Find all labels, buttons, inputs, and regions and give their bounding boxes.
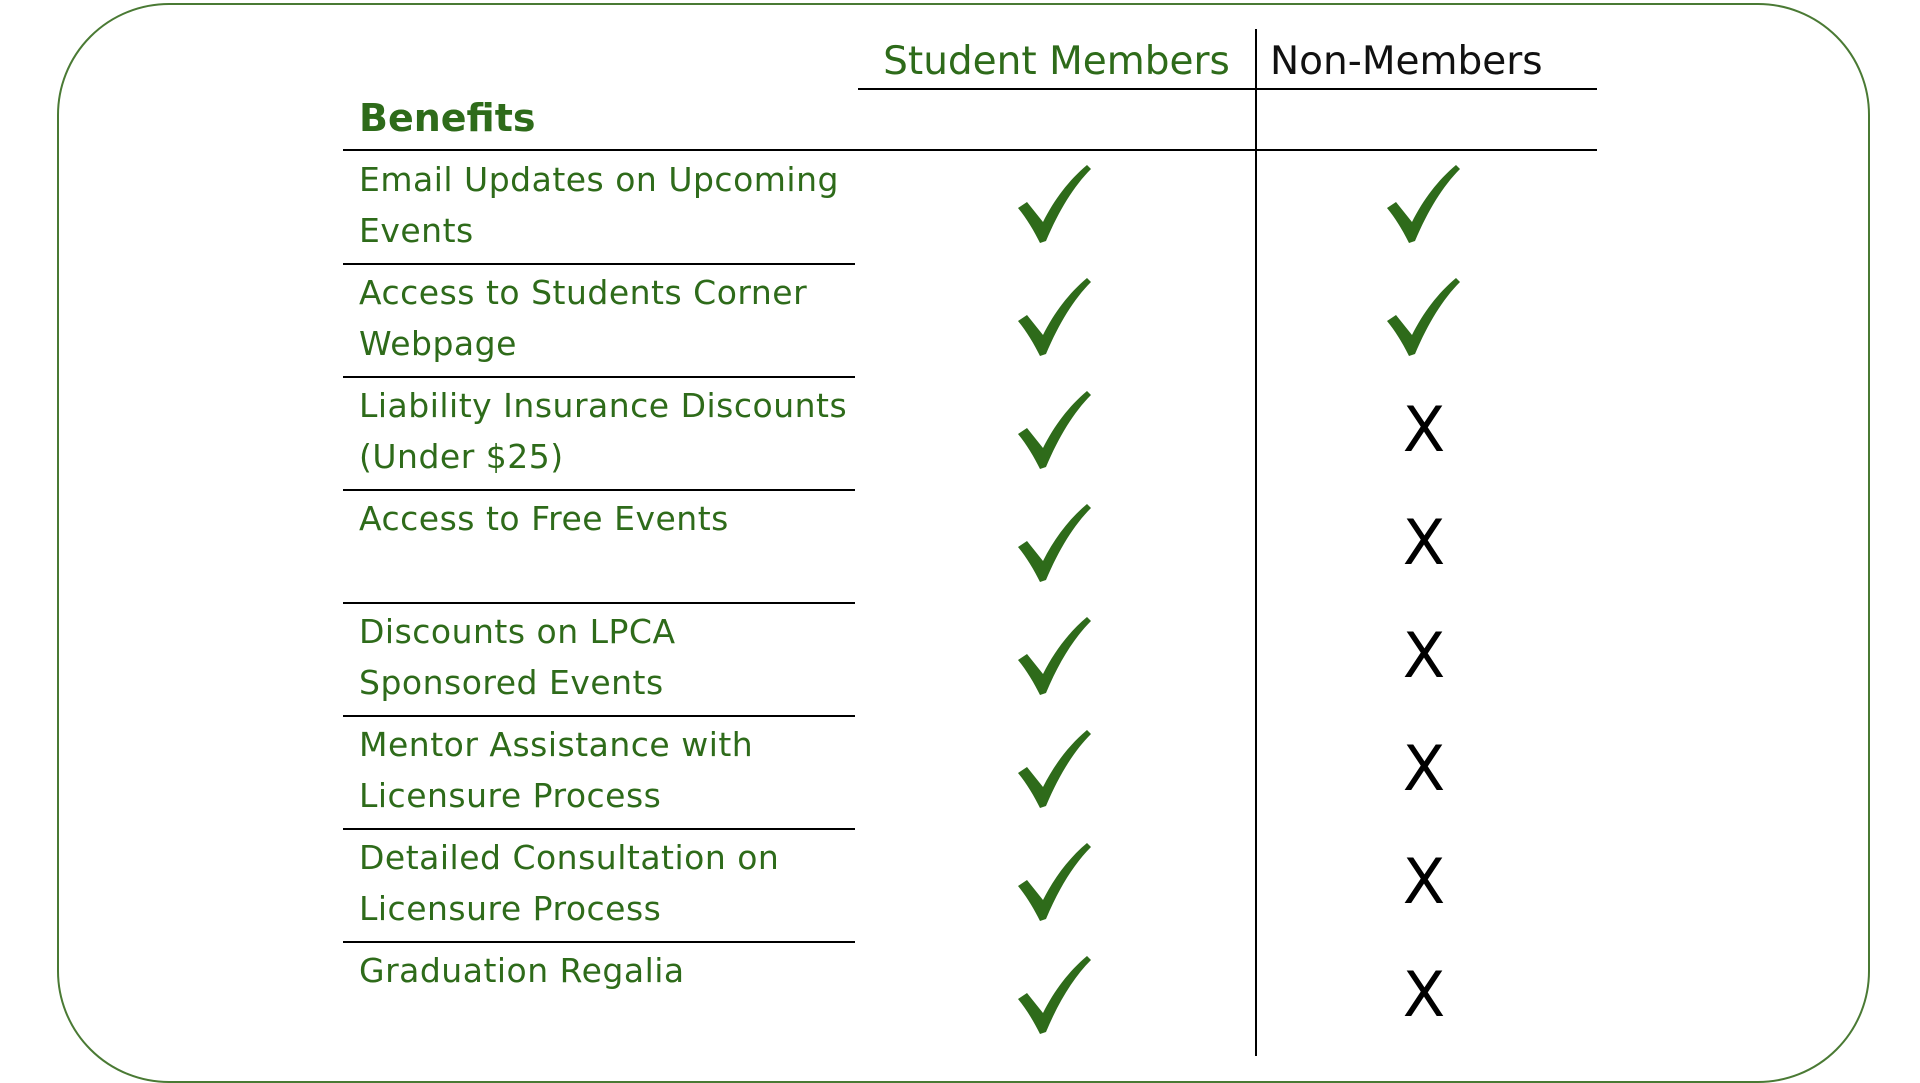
checkmark-icon	[1010, 498, 1100, 588]
checkmark-icon	[1010, 159, 1100, 249]
benefit-label: Email Updates on Upcoming Events	[359, 160, 839, 250]
benefit-label: Detailed Consultation on Licensure Process	[359, 838, 780, 928]
x-mark: X	[1402, 845, 1446, 918]
benefit-label: Liability Insurance Discounts (Under $25)	[359, 386, 848, 476]
x-mark: X	[1402, 506, 1446, 579]
row-divider	[343, 715, 855, 717]
row-divider	[343, 376, 855, 378]
benefit-label: Discounts on LPCA Sponsored Events	[359, 612, 676, 702]
benefits-card	[57, 3, 1870, 1083]
row-divider	[343, 828, 855, 830]
x-mark: X	[1402, 958, 1446, 1031]
heading-rule	[343, 149, 1597, 151]
benefits-heading: Benefits	[359, 96, 536, 140]
benefit-label: Access to Students Corner Webpage	[359, 273, 808, 363]
header-underline	[858, 88, 1597, 90]
checkmark-icon	[1010, 611, 1100, 701]
x-mark: X	[1402, 619, 1446, 692]
checkmark-icon	[1010, 385, 1100, 475]
row-divider	[343, 602, 855, 604]
column-divider	[1255, 29, 1257, 1056]
checkmark-icon	[1010, 724, 1100, 814]
checkmark-icon	[1010, 272, 1100, 362]
row-divider	[343, 489, 855, 491]
x-mark: X	[1402, 732, 1446, 805]
benefit-label: Mentor Assistance with Licensure Process	[359, 725, 754, 815]
checkmark-icon	[1379, 159, 1469, 249]
checkmark-icon	[1010, 950, 1100, 1040]
benefit-label: Access to Free Events	[359, 499, 729, 538]
column-header-student-members: Student Members	[883, 39, 1230, 84]
row-divider	[343, 263, 855, 265]
x-mark: X	[1402, 393, 1446, 466]
checkmark-icon	[1010, 837, 1100, 927]
row-divider	[343, 941, 855, 943]
column-header-non-members: Non-Members	[1270, 39, 1543, 84]
checkmark-icon	[1379, 272, 1469, 362]
benefit-label: Graduation Regalia	[359, 951, 685, 990]
